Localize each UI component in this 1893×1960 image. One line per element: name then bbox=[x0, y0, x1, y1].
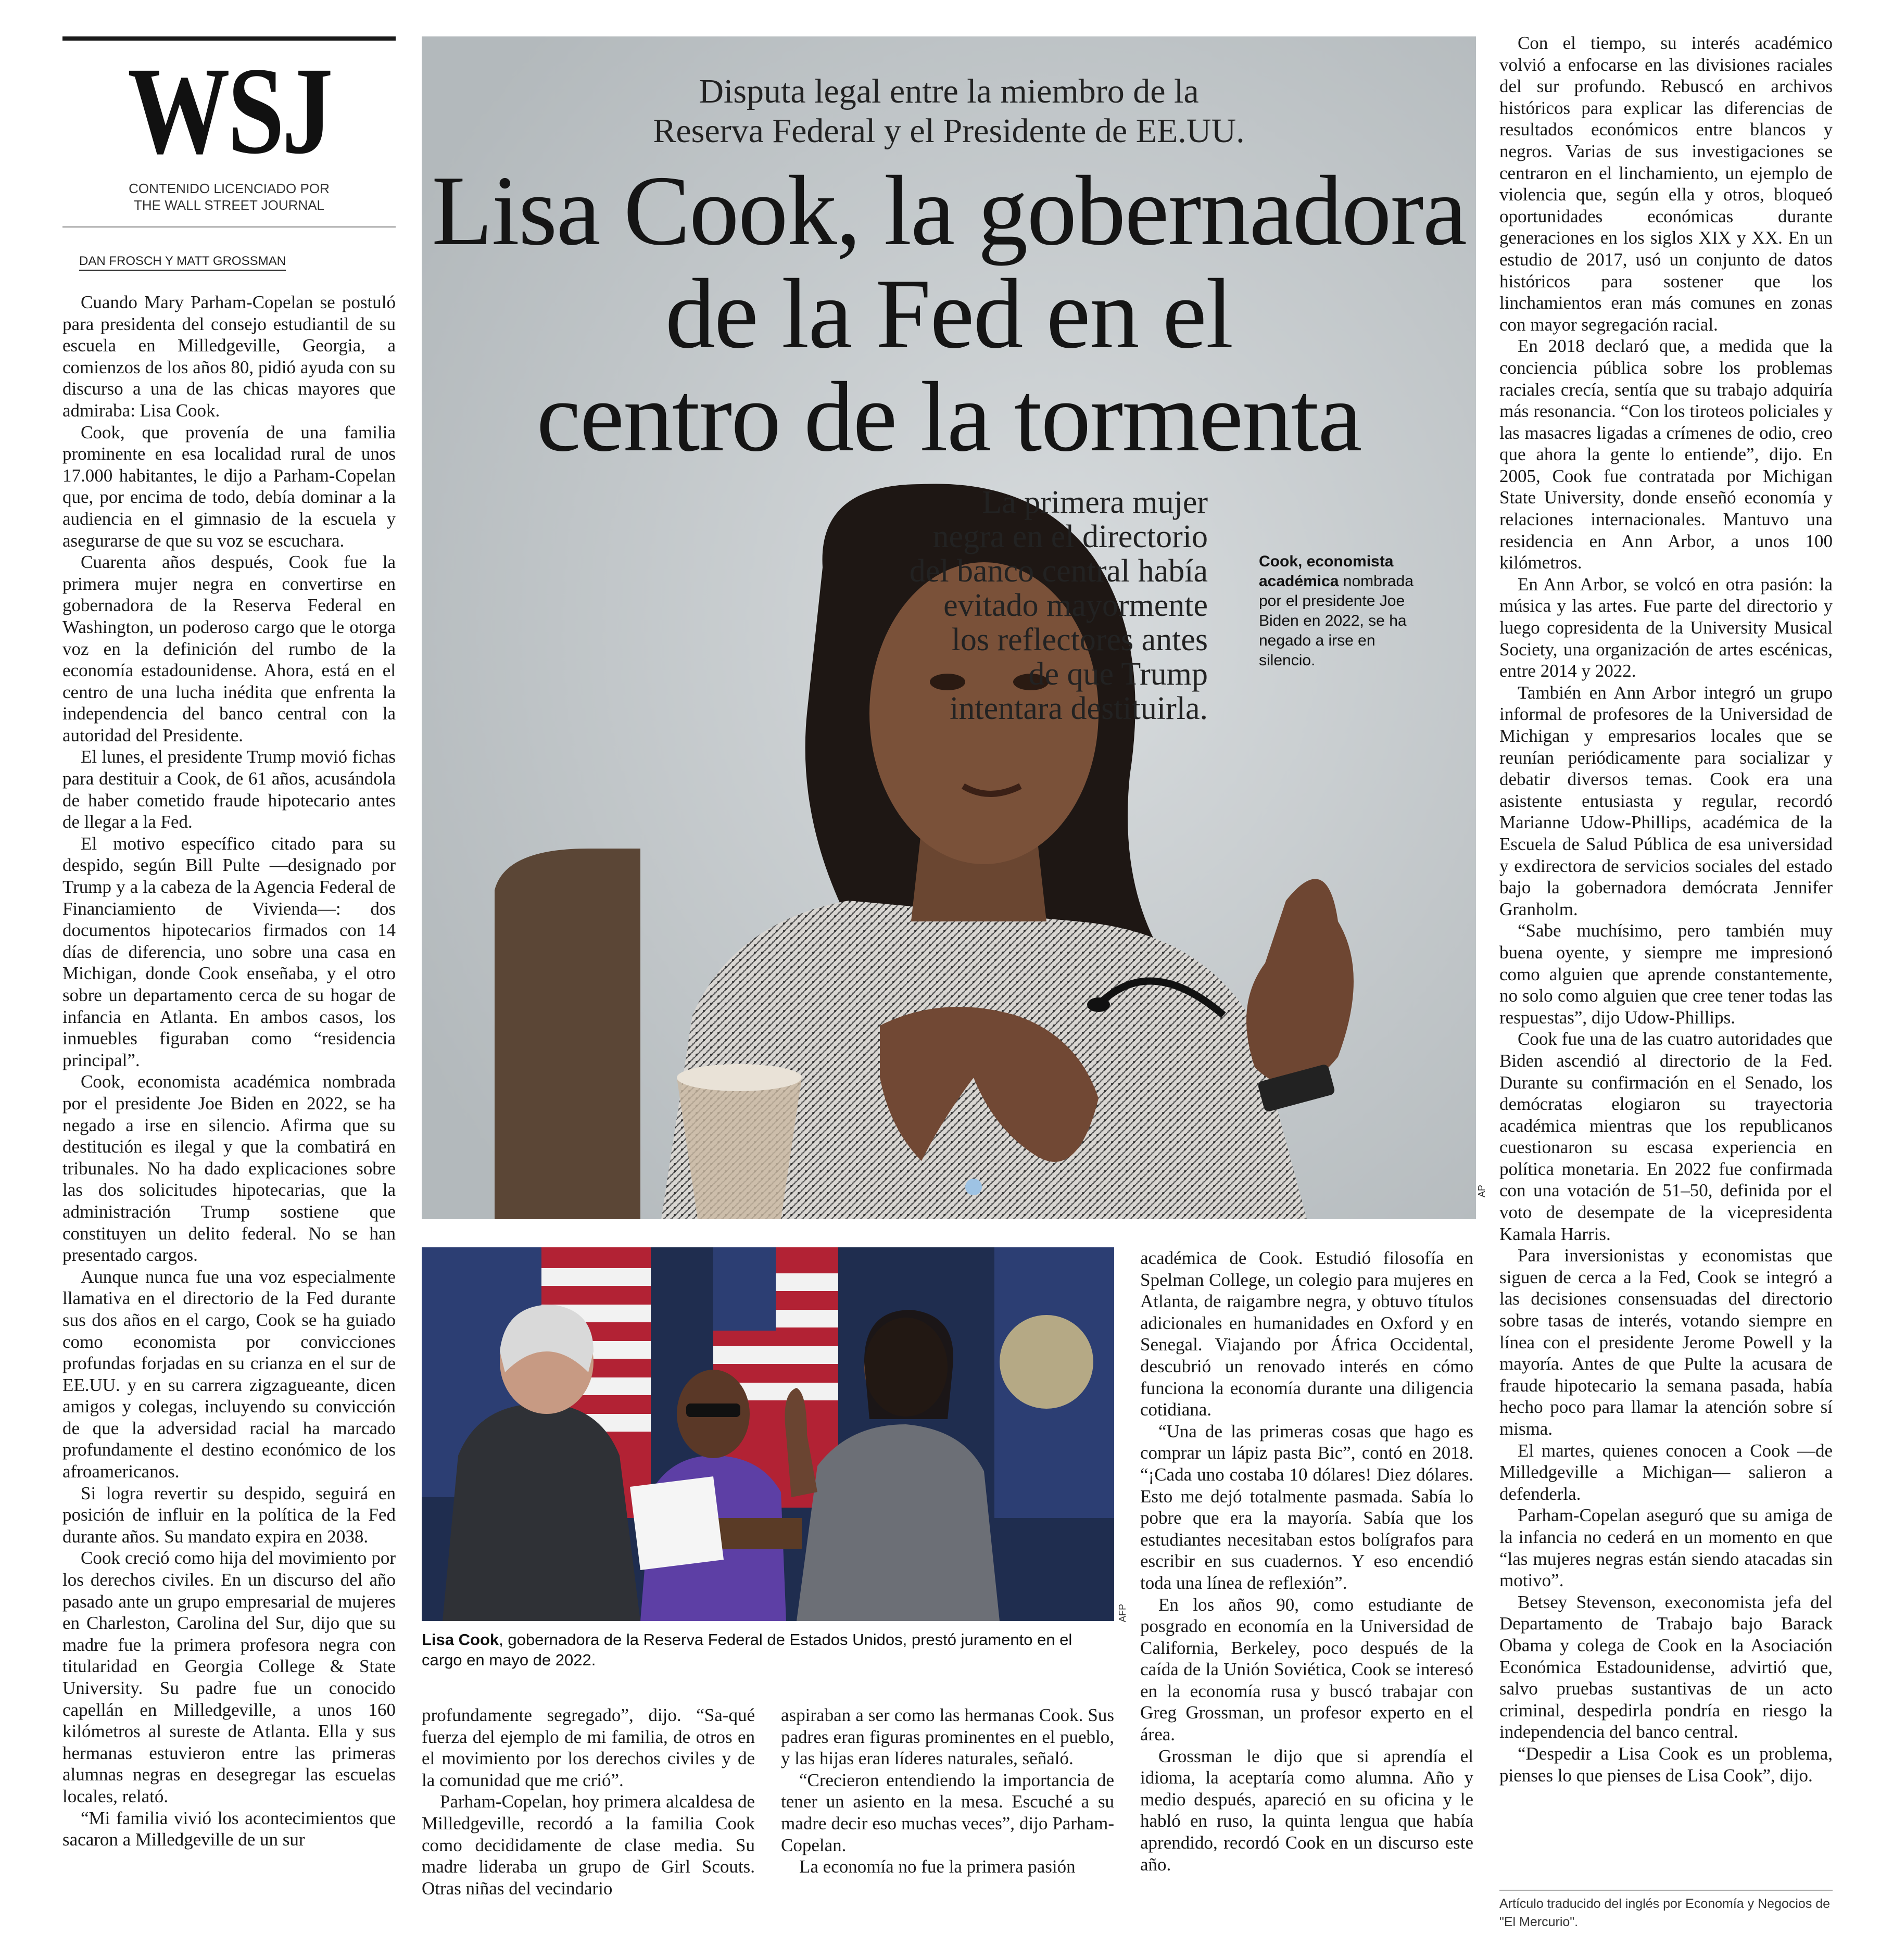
paragraph: Parham-Copelan aseguró que su amiga de la infancia no cederá en un momento en que “las mujeres negras están siendo atacadas sin motivo”. bbox=[1499, 1505, 1833, 1591]
license-line-1: CONTENIDO LICENCIADO POR bbox=[129, 181, 330, 196]
headline-line-2: de la Fed en el bbox=[665, 258, 1233, 369]
paragraph: Cuando Mary Parham-Copelan se postuló para presidenta del consejo estudiantil de su escuela en Milledgeville, Georgia, a comienzos de los años 80, pidió ayuda con su discurso a una de las chicas mayores que admiraba: Lisa Cook. bbox=[62, 292, 396, 421]
deck-line: La primera mujer bbox=[982, 485, 1208, 520]
paragraph: El motivo específico citado para su despido, según Bill Pulte —designado por Trump y a la cabeza de la Agencia Federal de Financiamiento de Vivienda—: dos documentos hipotecarios firmados con 14 días de diferencia, uno sobre una casa en Michigan, donde Cook enseñaba, y el otro sobre un departamento cerca de su hogar de infancia en Atlanta. En ambos casos, los inmuebles figuraban como “residencia principal”. bbox=[62, 833, 396, 1070]
article-column-2 bbox=[422, 1704, 755, 1923]
photo1-caption-text: nombrada por el presidente Joe Biden en 2022, se ha negado a irse en silencio. bbox=[1259, 573, 1414, 669]
license-line-2: THE WALL STREET JOURNAL bbox=[134, 197, 324, 213]
paragraph: profundamente segregado”, dijo. “Sa-qué fuerza del ejemplo de mi familia, de otros en el movimiento por los derechos civiles y de la comunidad que me crió”. bbox=[422, 1705, 755, 1790]
paragraph: En los años 90, como estudiante de posgrado en economía en la Universidad de California, Berkeley, poco después de la caída de la Unión Soviética, Cook se interesó en la economía rusa y buscó trabajar con Greg Grossman, un profesor experto en el área. bbox=[1140, 1594, 1473, 1745]
paragraph: La economía no fue la primera pasión bbox=[799, 1856, 1076, 1877]
paragraph: Con el tiempo, su interés académico volvió a enfocarse en las divisiones raciales del sur profundo. Rebuscó en archivos históricos para explicar las diferencias de resultados económicos entre blancos y negros. Varias de sus investigaciones se centraron en el linchamiento, un ejemplo de violencia que, según ella y otros, bloqueó oportunidades económicas durante generaciones en los siglos XIX y XX. En un estudio de 2017, usó un conjunto de datos históricos para sostener que los linchamientos eran más comunes en zonas con mayor segregación racial. bbox=[1499, 33, 1833, 335]
paragraph: “Despedir a Lisa Cook es un problema, pienses lo que pienses de Lisa Cook”, dijo. bbox=[1499, 1743, 1833, 1786]
swearing-in-photo bbox=[422, 1247, 1114, 1621]
paragraph: “Mi familia vivió los acontecimientos que sacaron a Milledgeville de un sur bbox=[62, 1807, 396, 1850]
paragraph: En 2018 declaró que, a medida que la conciencia pública sobre los problemas raciales crecía, sentía que su trabajo adquiría más resonancia. “Con los tiroteos policiales y las masacres ligadas a crímenes de odio, creo que ahora la gente lo entiende”, dijo. En 2005, Cook fue contratada por Michigan State University, donde enseñó economía y relaciones internacionales. Mantuvo una residencia en Ann Arbor, a unos 100 kilómetros. bbox=[1499, 336, 1833, 573]
paragraph: Para inversionistas y economistas que siguen de cerca a la Fed, Cook se integró a las decisiones consensuadas del directorio sobre tasas de interés, votando siempre en línea con el presidente Jerome Powell y la mayoría. Antes de que Pulte la acusara de fraude hipotecario la semana pasada, había hecho poco para llamar la atención sobre sí misma. bbox=[1499, 1245, 1833, 1439]
wsj-logo: WSJ bbox=[128, 41, 331, 180]
deck-line: de que Trump bbox=[1028, 656, 1208, 692]
photo1-credit: AP bbox=[1476, 1184, 1487, 1197]
byline: DAN FROSCH Y MATT GROSSMAN bbox=[79, 254, 286, 271]
kicker bbox=[422, 72, 1476, 151]
article-column-3 bbox=[781, 1704, 1114, 1923]
swearing-in-illustration bbox=[422, 1247, 1114, 1621]
photo2-caption-bold: Lisa Cook bbox=[422, 1630, 499, 1649]
photo2-credit: AFP bbox=[1117, 1603, 1128, 1622]
headline bbox=[422, 155, 1476, 472]
photo2-caption bbox=[422, 1629, 1114, 1670]
article-column-5 bbox=[1499, 32, 1833, 1875]
paragraph: Cook creció como hija del movimiento por los derechos civiles. En un discurso del año pasado ante un grupo empresarial de mujeres en Charleston, Carolina del Sur, dijo que su madre fue la primera profesora negra con titularidad en Georgia College & State University. Su padre fue un conocido capellán en Milledgeville, a unos 160 kilómetros al sureste de Atlanta. Ella y sus hermanas estuvieron entre las primeras alumnas negras en desegregar las escuelas locales, relató. bbox=[62, 1548, 396, 1806]
paragraph: El lunes, el presidente Trump movió fichas para destituir a Cook, de 61 años, acusándola de haber cometido fraude hipotecario antes de llegar a la Fed. bbox=[62, 747, 396, 832]
paragraph: En Ann Arbor, se volcó en otra pasión: la música y las artes. Fue parte del directorio y luego copresidenta de la University Musical Society, una organización de artes escénicas, entre 2014 y 2022. bbox=[1499, 574, 1833, 681]
paragraph: Cook fue una de las cuatro autoridades que Biden ascendió al directorio de la Fed. Durante su confirmación en el Senado, los demócratas elogiaron su trayectoria académica mientras que los republicanos cuestionaron su escasa experiencia en política monetaria. En 2022 fue confirmada con una votación de 51–50, definida por el voto de desempate de la vicepresidenta Kamala Harris. bbox=[1499, 1029, 1833, 1244]
photo1-caption bbox=[1259, 552, 1425, 671]
paragraph: aspiraban a ser como las hermanas Cook. Sus padres eran figuras prominentes en el pueblo, y las hijas eran líderes naturales, señaló. bbox=[781, 1705, 1114, 1769]
article-column-1 bbox=[62, 292, 396, 1916]
paragraph: También en Ann Arbor integró un grupo informal de profesores de la Universidad de Michigan y empresarios locales que se reunían periódicamente para socializar y debatir diversos temas. Cook era una asistente entusiasta y regular, recordó Marianne Udow-Phillips, académica de la Escuela de Salud Pública de esa universidad y exdirectora de servicios sociales del estado bajo la gobernadora demócrata Jennifer Granholm. bbox=[1499, 682, 1833, 919]
paragraph: Cook, que provenía de una familia prominente en esa localidad rural de unos 17.000 habitantes, le dijo a Parham-Copelan que, por encima de todo, debía dominar a la audiencia en el gimnasio de la escuela y asegurarse de que su voz se escuchara. bbox=[62, 422, 396, 551]
translation-note: Artículo traducido del inglés por Economía y Negocios de "El Mercurio". bbox=[1499, 1890, 1833, 1931]
deck-line: los reflectores antes bbox=[951, 622, 1208, 657]
paragraph: Aunque nunca fue una voz especialmente llamativa en el directorio de la Fed durante sus dos años en el cargo, Cook se ha guiado como economista por convicciones profundas forjadas en su crianza en el sur de EE.UU. y en su carrera zigzagueante, dicen amigos y colegas, incluyendo su convicción de que la adversidad racial ha marcado profundamente el destino económico de los afroamericanos. bbox=[62, 1266, 396, 1482]
paragraph: “Sabe muchísimo, pero también muy buena oyente, y siempre me impresionó como alguien que aprende constantemente, no solo como alguien que cree tener todas las respuestas”, dijo Udow-Phillips. bbox=[1499, 920, 1833, 1028]
kicker-line-1: Disputa legal entre la miembro de la bbox=[699, 72, 1199, 110]
deck bbox=[432, 485, 1208, 726]
photo1-caption-bold: Cook, economista académica bbox=[1259, 553, 1394, 590]
paragraph: Si logra revertir su despido, seguirá en posición de influir en la política de la Fed durante años. Su mandato expira en 2038. bbox=[62, 1483, 396, 1547]
paragraph: Cuarenta años después, Cook fue la primera mujer negra en convertirse en gobernadora de la Reserva Federal en Washington, un poderoso cargo que le otorga voz en la definición del rumbo de la economía estadounidense. Ahora, está en el centro de una lucha inédita que enfrenta la independencia del banco central con la autoridad del Presidente. bbox=[62, 552, 396, 745]
deck-line: del banco central había bbox=[909, 553, 1208, 589]
masthead bbox=[62, 36, 396, 227]
headline-line-1: Lisa Cook, la gobernadora bbox=[432, 155, 1466, 266]
paragraph: Parham-Copelan, hoy primera alcaldesa de Milledgeville, recordó a la familia Cook como decididamente de clase media. Su madre lideraba un grupo de Girl Scouts. Otras niñas del vecindario bbox=[422, 1791, 755, 1899]
deck-line: intentara destituirla. bbox=[950, 691, 1208, 726]
headline-line-3: centro de la tormenta bbox=[536, 361, 1361, 472]
paragraph: “Una de las primeras cosas que hago es comprar un lápiz pasta Bic”, contó en 2018. “¡Cada uno costaba 10 dólares! Diez dólares. Esto me dejó totalmente pasmada. Sabía lo pobre que era la mayoría. Sabía que los estudiantes necesitaban estos bolígrafos para escribir en sus cuadernos. Y eso encendió toda una línea de reflexión”. bbox=[1140, 1421, 1473, 1593]
paragraph: El martes, quienes conocen a Cook —de Milledgeville a Michigan— salieron a defenderla. bbox=[1499, 1440, 1833, 1504]
paragraph: académica de Cook. Estudió filosofía en Spelman College, un colegio para mujeres en Atlanta, de raigambre negra, y obtuvo títulos adicionales en humanidades en Oxford y en Senegal. Viajando por África Occidental, descubrió un renovado interés en cómo funciona la economía durante una diligencia cotidiana. bbox=[1140, 1248, 1473, 1420]
article-column-4 bbox=[1140, 1247, 1473, 1924]
kicker-line-2: Reserva Federal y el Presidente de EE.UU. bbox=[653, 112, 1245, 150]
photo2-caption-text: , gobernadora de la Reserva Federal de Estados Unidos, prestó juramento en el cargo en mayo de 2022. bbox=[422, 1630, 1072, 1669]
paragraph: Betsey Stevenson, execonomista jefa del Departamento de Trabajo bajo Barack Obama y colega de Cook en la Asociación Económica Estadounidense, advirtió que, salvo pruebas sustantivas de un acto criminal, despedirla pondría en riesgo la independencia del banco central. bbox=[1499, 1591, 1833, 1742]
hero-photo bbox=[422, 36, 1476, 1219]
paragraph: “Crecieron entendiendo la importancia de tener un asiento en la mesa. Escuché a su madre decir eso muchas veces”, dijo Parham-Copelan. bbox=[781, 1769, 1114, 1855]
paragraph: Cook, economista académica nombrada por el presidente Joe Biden en 2022, se ha negado a irse en silencio. Afirma que su destitución es ilegal y que la combatirá en tribunales. No ha dado explicaciones sobre las dos solicitudes hipotecarias, que la administración Trump sostiene que constituyen un delito federal. No se han presentado cargos. bbox=[62, 1071, 396, 1266]
license-note bbox=[62, 180, 396, 213]
deck-line: evitado mayormente bbox=[943, 588, 1208, 623]
paragraph: Grossman le dijo que si aprendía el idioma, la aceptaría como alumna. Año y medio después, apareció en su oficina y le habló en ruso, la quinta lengua que había aprendido, recordó Cook en un discurso este año. bbox=[1140, 1746, 1473, 1875]
deck-line: negra en el directorio bbox=[932, 519, 1208, 554]
